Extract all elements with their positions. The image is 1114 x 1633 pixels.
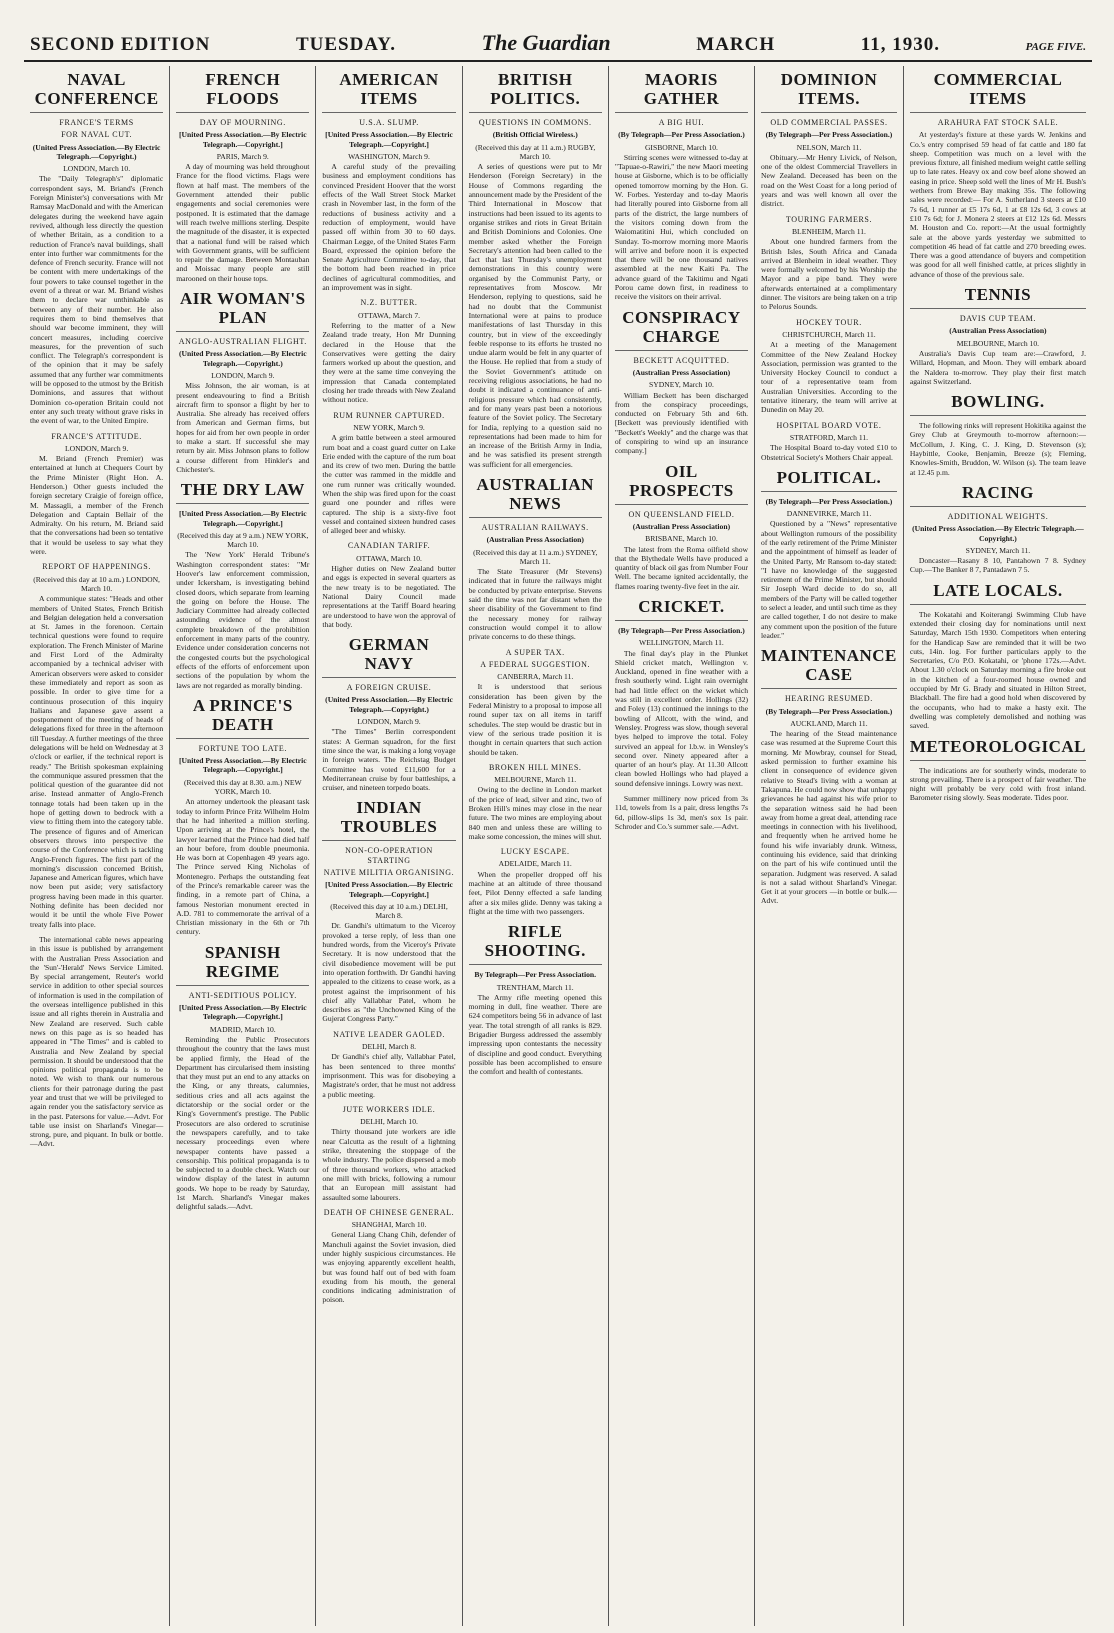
article-body: The indications are for southerly winds, moderate to strong prevailing. There is a prospect of fair weather. The night will probably be very cold with frost inland. Barometer rising slowly. Seas moderate. Tides poor. bbox=[909, 765, 1086, 803]
article-subheading: ADDITIONAL WEIGHTS. bbox=[947, 511, 1049, 521]
article-dateline: GISBORNE, March 10. bbox=[644, 142, 718, 152]
article-credit: (By Telegraph—Per Press Association.) bbox=[765, 130, 893, 140]
article-dateline: (Received this day at 9 a.m.) NEW YORK, March 10. bbox=[177, 530, 309, 550]
article-credit: [United Press Association.—By Electric Telegraph.—Copyright.] bbox=[325, 880, 453, 899]
article-dateline: SYDNEY, March 11. bbox=[965, 545, 1031, 555]
article bbox=[322, 541, 455, 629]
article-body: Stirring scenes were witnessed to-day at "Tapuae-o-Rawiri," the new Maori meeting house at Gisborne, which is to be officially opened tomorrow morning by the Hon. G. W. Forbes. Yesterday and to-day Maoris had literally poured into Gisborne from all parts of the district, the large numbers of the visitors coming down from the Waiomatitini Hui, which concluded on Sunday. To-morrow morning more Maoris will arrive and before noon it is expected that there will be one thousand natives assembled at the new Kaiti Pa. The advance guard of the Takitimu and Ngati Porou came down first, in readiness to receive the visitors on their arrival. bbox=[614, 152, 749, 302]
article-headline: AIR WOMAN'S PLAN bbox=[176, 289, 309, 332]
article-headline: RACING bbox=[910, 483, 1086, 507]
article-body: A series of questions were put to Mr Henderson (Foreign Secretary) in the House of Commons regarding the announcement made by the President of the Third International in Moscow that instructions had been issued to its agents to organise strikes and riots in Great Britain and British Dominions and Colonies. One member asked whether the Foreign Secretary's attention had been called to the fact that last Thursday's unemployment demonstrations in this country were organised by the Communist Party, or representatives from Moscow. Mr Henderson, replying to questions, said he had no doubt that the Communist International were at pains to produce manifestations of last Thursday in this country, but in view of the exceedingly feeble response to its efforts he trusted no undue alarm would be felt in any quarter of the House. He replied that from a study of the Soviet Government's attitude on receiving religious associations, he had no doubt it indicated a continuance of anti-religious pressure which had consistently, and for many years past been a notorious feature of the Soviet policy. The Secretary for India, replying to a question said no representations had been made to him for an increase of the British Army in India, and he was satisfied its present strength was sufficient for all emergencies. bbox=[468, 162, 602, 469]
article-headline: NAVAL CONFERENCE bbox=[30, 70, 163, 113]
article-subheading: NON-CO-OPERATION STARTING bbox=[345, 846, 433, 865]
article-headline: FRENCH FLOODS bbox=[176, 70, 309, 113]
article bbox=[910, 581, 1086, 731]
article-body: Australia's Davis Cup team are:—Crawford, J. Willard, Hopman, and Moon. They will embark aboard the Naldera to-morrow. They play their first match against Switzerland. bbox=[909, 348, 1086, 386]
article bbox=[176, 289, 309, 474]
article-headline: A PRINCE'S DEATH bbox=[176, 696, 309, 739]
news-column bbox=[170, 66, 316, 1626]
news-column bbox=[24, 66, 170, 1626]
article-credit: [United Press Association.—By Electric Telegraph.—Copyright.] bbox=[178, 756, 307, 775]
article-body: Summer millinery now priced from 3s 11d, towels from 1s a pair, dress lengths 7s 6d, pillow-slips 1s 3d, men's sox 1s pair. Schroder and Co.'s summer sale.—Advt. bbox=[614, 794, 749, 831]
article bbox=[615, 794, 748, 831]
article-dateline: ADELAIDE, March 11. bbox=[498, 859, 572, 869]
article-subheading: DAVIS CUP TEAM. bbox=[959, 314, 1037, 324]
article-credit: (United Press Association.—By Electric Telegraph.—Copyright.) bbox=[32, 142, 161, 161]
article-dateline: OTTAWA, March 10. bbox=[356, 553, 422, 563]
article-credit: [United Press Association.—By Electric Telegraph.—Copyright.] bbox=[178, 1003, 307, 1022]
article-subheading: FRANCE'S TERMS bbox=[59, 118, 134, 127]
article-dateline: BLENHEIM, March 11. bbox=[791, 226, 866, 236]
article-headline: MAINTENANCE CASE bbox=[761, 646, 897, 689]
article-body: The Kokatahi and Koiterangi Swimming Club have extended their closing day for nominations until next Saturday, March 15th 1930. Competitors when entering for the Handicap Saw are reminded that it will be two cuts, 14in. log. For further particulars apply to the Secretaries, C/o P.O. Kokatahi, or 'phone 172s.—Advt. About 1.30 o'clock on Saturday morning a fire broke out in the kitchen of a four-roomed house owned and occupied by Mr G. Brady and situated in Hilton Street, Blackball. The fire had a good hold when discovered by the occupants, who had to make a hasty exit. The dwelling was completely demolished and nothing was saved. bbox=[909, 609, 1086, 731]
article-headline: LATE LOCALS. bbox=[910, 581, 1086, 605]
article bbox=[615, 70, 748, 302]
news-column bbox=[316, 66, 462, 1626]
article-credit: [United Press Association.—By Electric Telegraph.—Copyright.] bbox=[325, 130, 453, 149]
article-dateline: DELHI, March 8. bbox=[362, 1042, 417, 1052]
article-dateline: MELBOURNE, March 10. bbox=[956, 338, 1040, 348]
article-subheading: DAY OF MOURNING. bbox=[199, 118, 286, 127]
article-subheading: REPORT OF HAPPENINGS. bbox=[42, 562, 151, 572]
article-headline: METEOROLOGICAL bbox=[910, 737, 1086, 761]
news-column bbox=[755, 66, 904, 1626]
article-body: Doncaster—Rasany 8 10, Pantahown 7 8. Sydney Cup.—The Banker 8 7, Pantadawn 7 5. bbox=[909, 556, 1086, 575]
news-column bbox=[904, 66, 1092, 1626]
article-subheading: NATIVE MILITIA ORGANISING. bbox=[323, 868, 455, 877]
article-credit: By Telegraph—Per Press Association. bbox=[474, 970, 597, 980]
article-credit: (United Press Association.—By Electric Telegraph.—Copyright.) bbox=[912, 524, 1084, 543]
article bbox=[322, 298, 455, 404]
article-subheading: AUSTRALIAN RAILWAYS. bbox=[481, 522, 589, 532]
article bbox=[469, 847, 602, 916]
article-dateline: MADRID, March 10. bbox=[209, 1024, 276, 1034]
article-body: The 'New York' Herald Tribune's Washington correspondent states: "Mr Hoover's law enforcement commission, under Ickersham, is investigating behind closed doors, which separate from learning the going on before the House. The Judiciary Committee had already collected astounding evidence of the almost complete breakdown of the prohibition enforcement in many parts of the country. Evidence under consideration concerns not the congested courts but the psychological effects of the efforts of enforcement upon sections of the population by whom the laws are not regarded as morally binding. bbox=[176, 550, 310, 690]
article bbox=[615, 308, 748, 456]
article-body: A grim battle between a steel armoured rum boat and a coast guard cutter on Lake Erie ended with the capture of the rum boat and its crew of two men. During the battle the cutter was rammed in the middle and one rum runner was critically wounded. When the ship was fired upon for the coast guard one pounder and rifles were captured. The ship is a sixty-five foot vessel and contained sixteen hundred cases of alleged beer and whisky. bbox=[322, 433, 456, 536]
article bbox=[176, 480, 309, 690]
article-dateline: LONDON, March 9. bbox=[64, 443, 129, 453]
article-dateline: WELLINGTON, March 11. bbox=[639, 638, 724, 648]
article-body: The final day's play in the Plunket Shield cricket match, Wellington v. Auckland, opened in fine weather with a fresh southerly wind. Light rain overnight had had little effect on the wicket which was still in excellent order. Hollings (32) and Foley (13) continued the innings to the bowling of Allcott, with the wind, and Wensley. Progress was slow, though several byes helped to improve the total. Foley survived an appeal for l.b.w. in Wensley's second over. Ninety appeared after a quarter of an hour's play. At 11.30 Allcott clean bowled Hollings who had played a sound defensive innings. Lowry was next. bbox=[614, 648, 749, 788]
article bbox=[469, 70, 602, 469]
article-body: The "Daily Telegraph's" diplomatic correspondent says, M. Briand's (French Foreign Minister's) conversations with Mr Ramsay MacDonald and with the American delegates during the weekend have again revived, although less directly the question of whether Britain, as a condition to a reduction of France's naval buildings, shall enter into further war commitments for the defence of French security. France will not be content with mere undertakings of the four powers to take counsel together in the event of a threat or war. M. Briand wishes them to declare war unthinkable as between any of their number. He also requires them to bind themselves that should war become imminent, they will concert measures, including coercive measures, for the prevention of such conflict. The Telegraph's correspondent is of the opinion that it may be safely assumed that any further war commitments will be opposed to the utmost by the British Dominions, and assures that without Dominion co-operation Britain could not enter any such treaty without grave risks in the event of war, to the United Empire. bbox=[30, 174, 164, 426]
article-dateline: MELBOURNE, March 11. bbox=[494, 775, 577, 785]
article-subheading: U.S.A. SLUMP. bbox=[359, 118, 419, 127]
article bbox=[910, 483, 1086, 575]
article-body: Referring to the matter of a New Zealand trade treaty, Hon Mr Dunning declared in the House that the Conservatives were getting the dairy farmers worked up about the question, and they were at the same time conveying the impression that Canada contemplated closing her trade threads with New Zealand without notice. bbox=[322, 320, 456, 405]
article-subheading: NATIVE LEADER GAOLED. bbox=[333, 1029, 445, 1039]
article-subheading: ANGLO-AUSTRALIAN FLIGHT. bbox=[178, 337, 307, 347]
article-credit: (By Telegraph—Per Press Association.) bbox=[618, 130, 745, 140]
article-body: A day of mourning was held throughout France for the flood victims. Flags were flown at half mast. The members of the Government attended their public engagements and social ceremonies were postponed. It is estimated that the damage will reach twelve millions sterling. Despite the magnitude of the disaster, it is expected that a national fund will be raised which with Government grants, will be sufficient to repair the damage. Between Montauban and Moissac many people are still marooned on their house tops. bbox=[176, 162, 310, 283]
article-headline: DOMINION ITEMS. bbox=[761, 70, 897, 113]
article-body: At a meeting of the Management Committee of the New Zealand Hockey Association, permission was granted to the University Hockey Council to conduct a tour of a representative team from Australian Universities. According to the tentative itinerary, the team will arrive at Dunedin on May 20. bbox=[761, 340, 897, 415]
article-dateline: LONDON, March 9. bbox=[357, 717, 421, 727]
article-body: The following rinks will represent Hokitika against the Grey Club at Greymouth to-morrow afternoon:— McCollum, J. King, C. J. King, D. Stevenson (s); Haybittle, Cooke, Benjamin, Breeze (s); Fleming, Knowles-Smith, Bruddon, W. Wilson (s). The team leave at 12.45 p.m. bbox=[909, 421, 1086, 477]
article-headline: OIL PROSPECTS bbox=[615, 462, 748, 505]
article-subheading: N.Z. BUTTER. bbox=[360, 298, 418, 308]
article-subheading: QUESTIONS IN COMMONS. bbox=[478, 118, 592, 127]
article-body: William Beckett has been discharged from the conspiracy proceedings, conducted on February 5th and 6th. [Beckett was previously identified with "Beckett's Weekly" and the charge was that of conspiring to wind up an insurance company.] bbox=[614, 390, 749, 456]
article-body: The latest from the Roma oilfield show that the Blythedale Wells have produced a quantity of black oil gas from Number Four Well. The became ignited accidentally, the flames roaring twenty-five feet in the air. bbox=[614, 544, 749, 591]
article-dateline: CHRISTCHURCH, March 11. bbox=[782, 329, 876, 339]
article bbox=[469, 922, 602, 1076]
article bbox=[761, 215, 897, 312]
article bbox=[615, 462, 748, 591]
article-body: It is understood that serious consideration has been given by the Federal Ministry to a proposal to impose all round super tax on all items in tariff schedules. The step would be drastic but in view of the serious trade position it is thought in certain quarters that such action should be taken. bbox=[468, 682, 602, 757]
article-dateline: (Received this day at 11 a.m.) SYDNEY, March 11. bbox=[473, 547, 598, 566]
article-dateline: STRATFORD, March 11. bbox=[789, 432, 869, 442]
article-headline: GERMAN NAVY bbox=[322, 635, 455, 678]
article-subheading: HEARING RESUMED. bbox=[785, 694, 873, 704]
article-credit: (Australian Press Association) bbox=[486, 535, 584, 545]
article-body: The State Treasurer (Mr Stevens) indicated that in future the railways might be conducted by private enterprise. Stevens said the time was not far distant when the sheer disability of the Government to find the necessary money for railway construction would compel it to allow private concerns to do these things. bbox=[468, 567, 602, 642]
article-body: Thirty thousand jute workers are idle near Calcutta as the result of a lightning strike, threatening the stoppage of the whole industry. The police dispersed a mob of three thousand workers, who attacked one mill with bricks, following a rumour that an European mill assistant had assaulted some labourers. bbox=[322, 1127, 456, 1202]
article bbox=[322, 798, 455, 1023]
article bbox=[176, 943, 309, 1212]
article-dateline: DANNEVIRKE, March 11. bbox=[786, 509, 872, 519]
article bbox=[469, 763, 602, 841]
article-body: Reminding the Public Prosecutors throughout the country that the laws must be applied firmly, the Head of the Department has circularised them insisting that they must put an end to any attacks on the King, or any threats, calumnies, seditious cries and all acts against the dictatorship or the social order or the King's Government's prestige. The Public Prosecutors are also ordered to scrutinise the newspapers carefully, and to take necessary proceedings even where newspaper contents have passed a censorship. This political propaganda is to be subjected to a double check. Watch our window display of the latest in autumn goods. We hope to be ready by Saturday, 1st March. Sharland's Vinegar makes delightful salads.—Advt. bbox=[176, 1034, 310, 1212]
article bbox=[30, 935, 163, 1149]
article bbox=[761, 70, 897, 209]
article-body: Owing to the decline in London market of the price of lead, silver and zinc, two of Broken Hill's mines may close in the near future. The two mines are employing about 840 men and unless these are willing to make some concession, the mines will shut. bbox=[468, 785, 602, 841]
news-column bbox=[463, 66, 609, 1626]
article bbox=[761, 421, 897, 462]
paper-title: The Guardian bbox=[481, 30, 611, 55]
article-credit: (By Telegraph—Per Press Association.) bbox=[618, 625, 745, 635]
article bbox=[910, 737, 1086, 803]
article bbox=[469, 475, 602, 642]
article-body: A communique states: "Heads and other members of United States, French British and Belgian delegation held a conversation at St. James in the forenoon. Certain technical questions were found to require exploration. The French Minister of Marine and First Lord of the Admiralty accompanied by a technical adviser with American observers were asked to consider these immediately and report as soon as possible. In order to give time for a continuous prosecution of this inquiry Italians and Japanese gave assent a postponement of the meeting of heads of delegations fixed for three in the afternoon till Tuesday. A further meetings of the three delegations will be held on Wednesday at 3 o'clock or earlier, if the technical report is ready." The British spokesman explaining the communique assured pressmen that the political question of the guarantee did not arise. Instead anmatter of Anglo-French tonnage totals had been taken up in the hope of getting down to bedrock with a view to fitting them into the category table. The presence of figures and of American observers throws into perspective the course of the Conference which is tackling Anglo-French figures. The first part of the morning's discussion concerned British, Japanese and American figures, which have now been put aside; very satisfactory progress having been made in this quarter. Nothing definite has been decided nor would it be until the whole Five Power treaty falls into place. bbox=[30, 594, 164, 929]
article bbox=[910, 285, 1086, 386]
month-label: MARCH bbox=[696, 34, 776, 55]
article-headline: CRICKET. bbox=[615, 597, 748, 621]
article-dateline: DELHI, March 10. bbox=[360, 1117, 418, 1127]
article-headline: AUSTRALIAN NEWS bbox=[469, 475, 602, 518]
article-headline: BOWLING. bbox=[910, 392, 1086, 416]
date-label: 11, 1930. bbox=[860, 34, 940, 55]
article bbox=[322, 70, 455, 292]
page-number: PAGE FIVE. bbox=[1025, 41, 1086, 53]
news-column bbox=[609, 66, 755, 1626]
article-body: Miss Johnson, the air woman, is at present endeavouring to find a British aircraft firm to sponsor a flight by her to Australia. She already has received offers from American and German firms, but hopes for aid from her own people in order to make a start. If successful she may return by air. Miss Johnson plans to follow a course different from Hinkler's and Chichester's. bbox=[176, 381, 310, 474]
article-subheading: BROKEN HILL MINES. bbox=[488, 762, 582, 772]
article-subheading: A SUPER TAX. bbox=[505, 647, 565, 657]
article-headline: BRITISH POLITICS. bbox=[469, 70, 602, 113]
article-subheading: A FEDERAL SUGGESTION. bbox=[480, 659, 591, 669]
article-body: At yesterday's fixture at these yards W. Jenkins and Co.'s entry comprised 59 head of fat cattle and 180 fat sheep. Competition was much on a level with the previous fixture, all finished medium weight cattle selling up to late rates. Heavy ox and cow beef alone showed an easing in price. Sheep sold well the lines of Mr H. Bush's wethers from Brewe Bay making 35s. The following sales were recorded:— For A. Sutherland 3 steers at £10 7s 6d, 1 runner at £5 17s 6d, 1 at £8 12s 6d, 3 cows at £10 7s 6d; for J. Monera 2 steers at £12 12s 6d. Messrs M. Houston and Co. report:—At the usual fortnightly sale at the above yards yesterday we submitted to competition 46 head of fat cattle and 270 breeding ewes. There was a good attendance of buyers and competition was good for all well finished cattle, at prices slightly in advance of those of the previous sale. bbox=[909, 130, 1086, 279]
article bbox=[615, 597, 748, 788]
article bbox=[910, 70, 1086, 279]
article-dateline: OTTAWA, March 7. bbox=[358, 310, 421, 320]
article bbox=[761, 318, 897, 415]
news-columns bbox=[24, 66, 1092, 1626]
article-dateline: AUCKLAND, March 11. bbox=[790, 718, 868, 728]
article bbox=[322, 1030, 455, 1099]
article-headline: INDIAN TROUBLES bbox=[322, 798, 455, 841]
article-body: M. Briand (French Premier) was entertained at lunch at Chequers Court by the Prime Minister (Right Hon. A. Henderson.) Other guests included the foreign secretary Craigie of foreign office, M. Massagli, a member of the French Delegation and Captain Bellair of the Admiralty. On his return, M. Briand said that the conversations had been so tentative that it would be useless to say what they were. bbox=[30, 454, 164, 557]
article-credit: (Australian Press Association) bbox=[632, 521, 731, 531]
article-headline: COMMERCIAL ITEMS bbox=[910, 70, 1086, 113]
article-subheading: A FOREIGN CRUISE. bbox=[346, 683, 432, 693]
article bbox=[322, 1208, 455, 1305]
article-dateline: NEW YORK, March 9. bbox=[353, 422, 425, 432]
article bbox=[176, 696, 309, 937]
article-credit: (By Telegraph—Per Press Association.) bbox=[765, 496, 893, 506]
article bbox=[30, 562, 163, 929]
article-subheading: ANTI-SEDITIOUS POLICY. bbox=[188, 990, 297, 1000]
article-body: Dr. Gandhi's ultimatum to the Viceroy provoked a terse reply, of less than one hundred words, from the Viceroy's Private Secretary. It is now understood that the civil disobedience movement will be put into operation forthwith. Dr Gandhi having appealed to the citizens to cease work, as a protest against the imprisonment of his chief ally Vallabhar Patel, whom he describes as "the Unchowned King of the Gujerat Congress Party." bbox=[322, 921, 456, 1024]
article-body: Higher duties on New Zealand butter and eggs is expected in several quarters as the new treaty is to be negotiated. The National Dairy Council made representations at the Tariff Board hearing are understood to have won the approval of that body. bbox=[322, 564, 456, 629]
article-headline: MAORIS GATHER bbox=[615, 70, 748, 113]
article-dateline: SYDNEY, March 10. bbox=[649, 380, 714, 390]
article-dateline: CANBERRA, March 11. bbox=[497, 672, 574, 682]
article-subheading: RUM RUNNER CAPTURED. bbox=[333, 410, 445, 420]
article-subheading: CANADIAN TARIFF. bbox=[347, 541, 431, 551]
article bbox=[176, 70, 309, 283]
article-credit: (British Official Wireless.) bbox=[492, 130, 578, 140]
article-body: The Hospital Board to-day voted £10 to Obstetrical Society's Mothers Chair appeal. bbox=[761, 443, 897, 462]
article-subheading: BECKETT ACQUITTED. bbox=[633, 355, 730, 365]
article bbox=[322, 1105, 455, 1202]
article bbox=[761, 646, 897, 906]
article-subheading: FRANCE'S ATTITUDE. bbox=[51, 431, 142, 441]
article bbox=[910, 392, 1086, 477]
article-subheading: LUCKY ESCAPE. bbox=[500, 847, 570, 857]
article-subheading: DEATH OF CHINESE GENERAL. bbox=[323, 1207, 455, 1217]
edition-label: SECOND EDITION bbox=[30, 34, 211, 55]
article bbox=[761, 468, 897, 640]
article-dateline: PARIS, March 9. bbox=[216, 151, 269, 161]
article bbox=[30, 432, 163, 557]
article-body: About one hundred farmers from the British Isles, South Africa and Canada arrived at Blenheim in ideal weather. They were formally welcomed by his Worship the Mayor and a pipe band. They were afterwards entertained at a complimentary dinner. The visitors are being taken on a trip to Pelorus Sounds. bbox=[761, 237, 897, 312]
article-body: The international cable news appearing in this issue is published by arrangement with the Australian Press Association and the 'Sun'-'Herald' News Service Limited. By special arrangement, Reuter's world service in addition to other special sources of information is used in the compilation of the overseas intelligence published in this issue and all rights therein in Australia and New Zealand are reserved. Such cable news on this page as is so headed has appeared in "The Times" and is cabled to Australia and New Zealand by special permission. It should be understood that the opinions political propaganda is to be noted. We wish to thank our numerous clients for their patronage during the past year and trust that we will be privileged to again render you the satisfactory service as in the past. Patersons for value.—Advt. For table use insist on Sharland's Vinegar—strong, pure, and piquant. In bulk or bottle.—Advt. bbox=[30, 934, 164, 1149]
article-dateline: (Received this day at 8.30. a.m.) NEW YORK, March 10. bbox=[183, 777, 302, 797]
article-headline: SPANISH REGIME bbox=[176, 943, 309, 986]
article-dateline: SHANGHAI, March 10. bbox=[351, 1220, 427, 1230]
masthead bbox=[24, 30, 1092, 62]
article-dateline: (Received this day at 10 a.m.) DELHI, March 8. bbox=[330, 901, 448, 921]
article-credit: [United Press Association.—By Electric Telegraph.—Copyright.] bbox=[178, 130, 307, 149]
article-credit: [United Press Association.—By Electric Telegraph.—Copyright.] bbox=[178, 509, 307, 528]
article-credit: (United Press Association.—By Electric Telegraph.—Copyright.) bbox=[178, 349, 307, 368]
article-body: The Army rifle meeting opened this morning in dull, fine weather. There are 624 competitors being 56 in advance of last year. The total strength of all ranks is 829. Brigadier Burgess addressed the assembly impressing upon contestants the necessity of discipline and good conduct. Everything possible has been accomplished to ensure the comfort and health of contestants. bbox=[468, 992, 602, 1077]
article-dateline: LONDON, March 10. bbox=[63, 164, 131, 174]
article-body: "The Times" Berlin correspondent states: A German squadron, for the first time since the war, is making a long voyage in foreign waters. The Reichstag Budget Committee has voted £11,600 for a Mediterranean cruise by four battleships, a cruiser, and nineteen torpedo boats. bbox=[322, 727, 456, 793]
article-dateline: BRISBANE, March 10. bbox=[645, 534, 718, 544]
article-subheading: JUTE WORKERS IDLE. bbox=[342, 1104, 436, 1114]
article-headline: RIFLE SHOOTING. bbox=[469, 922, 602, 965]
article-dateline: TRENTHAM, March 11. bbox=[496, 982, 574, 992]
article-subheading: ARAHURA FAT STOCK SALE. bbox=[937, 118, 1059, 127]
article-body: When the propeller dropped off his machine at an altitude of three thousand feet, Pilot Denny effected a safe landing after a six miles glide. Denny was taking a flight at the time with two passengers. bbox=[468, 869, 602, 916]
article-headline: THE DRY LAW bbox=[176, 480, 309, 504]
article-body: An attorney undertook the pleasant task today to inform Prince Fritz Wilhelm Holm that he had inherited a million sterling. Upon arriving at the Prince's hotel, the lawyer learned that the Prince had died half an hour before, from double pneumonia. He was born at Copenhagen 49 years ago. The Prince served King Nicholas of Montenegro. Perhaps the outstanding feat of the Prince's remarkable career was the finding, in a remote part of China, a famous Nestorian monument erected in A.D. 781 to commemorate the arrival of a Christian missionary in the 6th or 7th century. bbox=[176, 797, 310, 937]
article-headline: TENNIS bbox=[910, 285, 1086, 309]
article-subheading: HOSPITAL BOARD VOTE. bbox=[776, 420, 882, 430]
article-body: Obituary.—Mr Henry Livick, of Nelson, one of the oldest Commercial Travellers in New Zealand. Deceased has been on the road on the West Coast for a long period of years and was well known all over the district. bbox=[761, 152, 897, 209]
article-body: The hearing of the Stead maintenance case was resumed at the Supreme Court this morning. Mr Mowbray, counsel for Stead, asked permission to further examine his client in consequence of evidence given relative to Stead's living with a woman at Takapuna. He could now show that unhappy grievances he had against his wife prior to the separation witness said he had been away from home a great deal, attending race meetings in connection with his livelihood, and frequently when he arrived home he found his wife invariably drunk. Witness, continuing his evidence, said that drinking on the part of his wife continued until the separation. Judgment was reserved. A salad is not a salad without Sharland's Vinegar. Get it at your grocers —in bottle or bulk.—Advt. bbox=[761, 729, 897, 906]
article-body: Dr Gandhi's chief ally, Vallabhar Patel, has been sentenced to three months' imprisonment. This was for disobeying a Magistrate's order, that he must not address a public meeting. bbox=[322, 1052, 456, 1099]
article-dateline: (Received this day at 11 a.m.) RUGBY, March 10. bbox=[475, 142, 596, 161]
article-headline: POLITICAL. bbox=[761, 468, 897, 492]
article-body: Questioned by a "News" representative about Wellington rumours of the possibility of the early retirement of the Prime Minister and the appointment of himself as leader of the United Party, Mr Ransom to-day stated: "I have no knowledge of the suggested retirement of the Prime Minister, but should Sir Joseph Ward decide to do so, all members of the Party will be called together to select a leader, and until such time as they are called together, I do not desire to make any comment upon the position of the future leader." bbox=[761, 519, 897, 640]
article-subheading: A BIG HUI. bbox=[658, 118, 705, 127]
article-dateline: NELSON, March 11. bbox=[796, 142, 862, 152]
article-subheading: ON QUEENSLAND FIELD. bbox=[628, 509, 735, 519]
article-subheading: FOR NAVAL CUT. bbox=[61, 130, 133, 140]
article bbox=[30, 70, 163, 426]
article bbox=[322, 635, 455, 792]
article-subheading: HOCKEY TOUR. bbox=[796, 317, 862, 327]
day-label: TUESDAY. bbox=[295, 34, 396, 55]
article bbox=[322, 411, 455, 536]
article-credit: (Australian Press Association) bbox=[632, 367, 731, 377]
article-credit: (By Telegraph—Per Press Association.) bbox=[765, 706, 893, 716]
article-subheading: TOURING FARMERS. bbox=[785, 214, 873, 224]
article bbox=[469, 648, 602, 757]
article-headline: AMERICAN ITEMS bbox=[322, 70, 455, 113]
article-headline: CONSPIRACY CHARGE bbox=[615, 308, 748, 351]
article-subheading: OLD COMMERCIAL PASSES. bbox=[770, 118, 888, 127]
article-dateline: WASHINGTON, March 9. bbox=[348, 151, 430, 161]
article-credit: (United Press Association.—By Electric Telegraph.—Copyright.) bbox=[325, 695, 453, 714]
article-credit: (Australian Press Association) bbox=[949, 326, 1047, 336]
article-body: General Liang Chang Chih, defender of Manchuli against the Soviet invasion, died under highly suspicious circumstances. He was enjoying apparently excellent health, but was found half out of bed with foam exuding from his mouth, the general conditions indicating administration of poison. bbox=[322, 1230, 456, 1305]
article-dateline: LONDON, March 9. bbox=[211, 370, 275, 380]
article-subheading: FORTUNE TOO LATE. bbox=[198, 743, 287, 753]
article-body: A careful study of the prevailing business and employment conditions has convinced President Hoover that the worst effects of the Wall Street Stock Market crash in November last, in the form of the reductions of business activity and a reduction of employment, would have passed off within from 30 to 60 days. Chairman Legge, of the United States Farm Board, expressed the opinion before the Senate Agriculture Committee to-day, that the bottom had been reached in price declines of agricultural commodities, and an improvement was in sight. bbox=[322, 162, 456, 293]
article-dateline: (Received this day at 10 a.m.) LONDON, March 10. bbox=[33, 574, 160, 593]
